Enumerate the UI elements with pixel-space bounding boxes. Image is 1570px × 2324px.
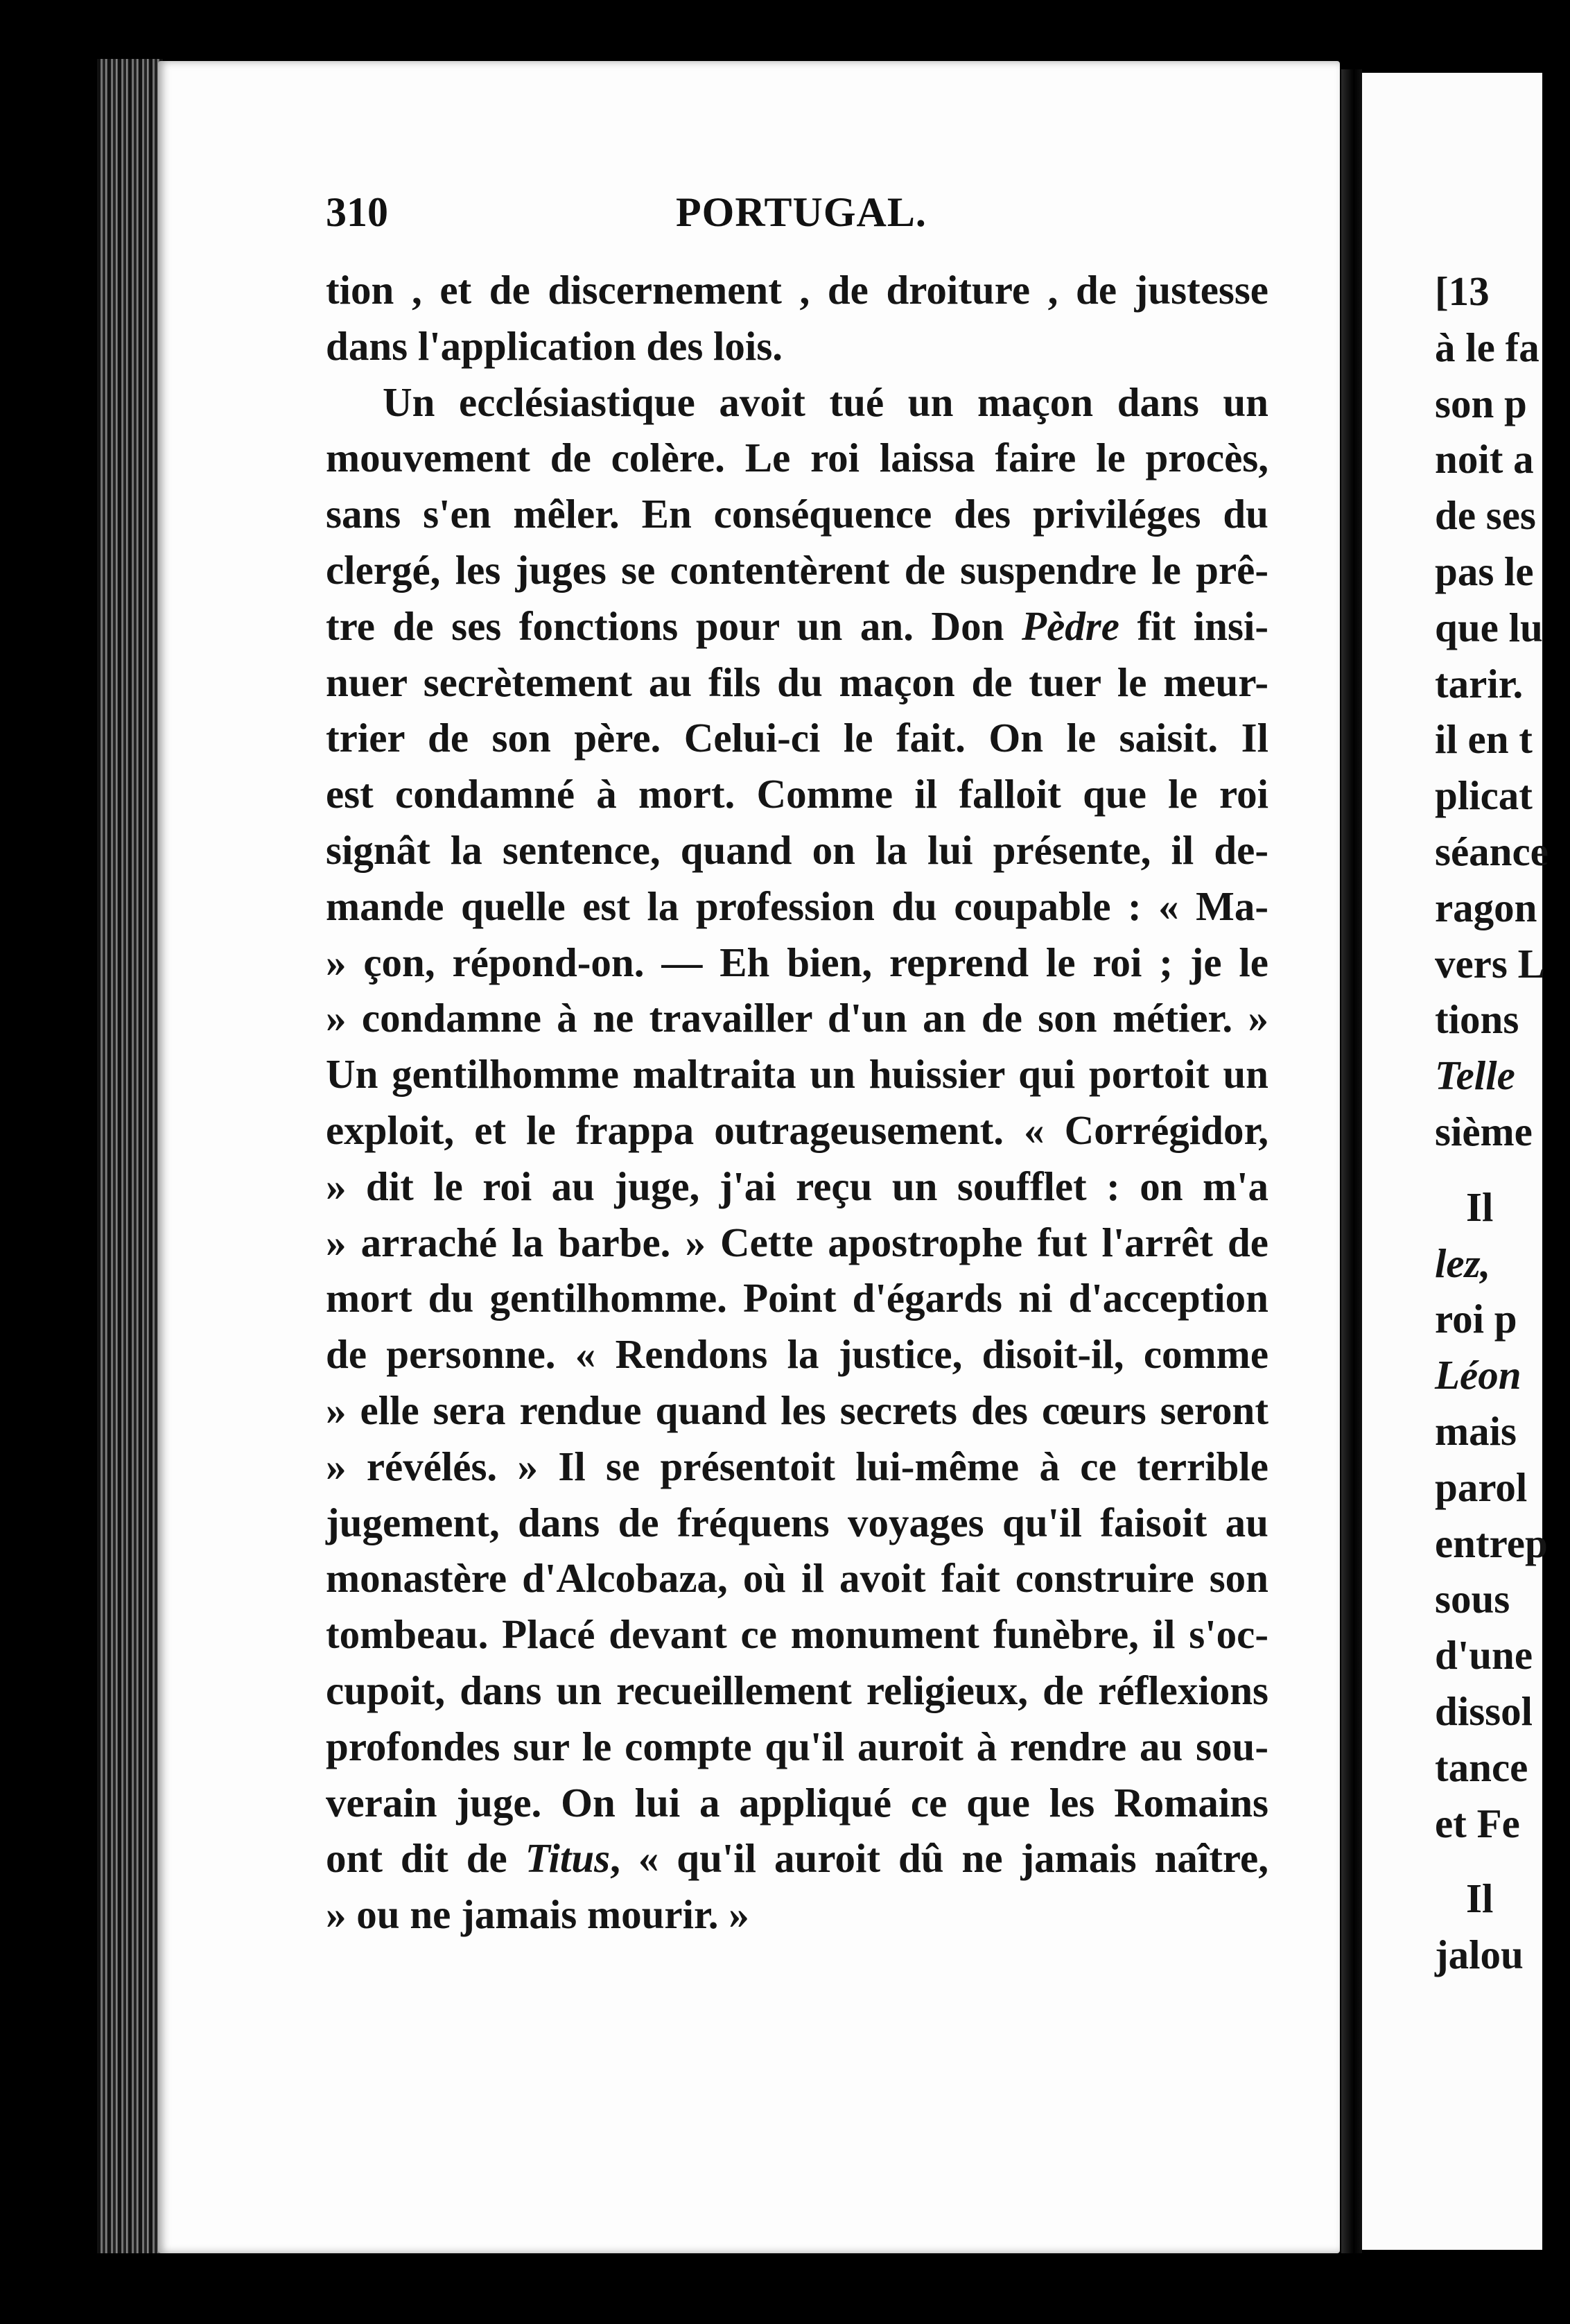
italic-name: Titus — [525, 1835, 611, 1882]
text-line: pas le — [1435, 548, 1534, 594]
text-line: tion , et de discernement , de droiture , de justesse — [326, 267, 1268, 313]
text-line: ragon — [1435, 884, 1537, 930]
text-line: à le fa — [1435, 324, 1540, 370]
text-line: » dit le roi au juge, j'ai reçu un soufflet : on m'a — [326, 1163, 1268, 1209]
text-line: tombeau. Placé devant ce monument funèbre, il s'oc- — [326, 1611, 1268, 1658]
text-line: » condamne à ne travailler d'un an de son métier. » — [326, 995, 1268, 1041]
text-line: [13 — [1435, 268, 1490, 314]
text-line: mais — [1435, 1407, 1517, 1454]
text-line: Un gentilhomme maltraita un huissier qui portoit un — [326, 1051, 1268, 1098]
text-line: et Fe — [1435, 1800, 1520, 1846]
text-line: Un ecclésiastique avoit tué un maçon dans un — [383, 379, 1268, 425]
text-line: » çon, répond-on. — Eh bien, reprend le roi ; je le — [326, 939, 1268, 985]
text-line: de ses — [1435, 492, 1536, 539]
text-line: Telle — [1435, 1052, 1515, 1099]
text-line: vers L — [1435, 940, 1545, 987]
running-head: PORTUGAL. — [676, 189, 927, 235]
text-line: roi p — [1435, 1296, 1517, 1342]
text-line: clergé, les juges se contentèrent de suspendre le prê- — [326, 546, 1268, 593]
text-line: signât la sentence, quand on la lui présente, il de- — [326, 826, 1268, 873]
text-line: plicat — [1435, 772, 1533, 819]
text-line: de personne. « Rendons la justice, disoit-il, comme — [326, 1331, 1268, 1378]
body-text — [326, 262, 1268, 1943]
text-line: tions — [1435, 996, 1519, 1043]
text-line: lez, — [1435, 1240, 1491, 1286]
text-line: est condamné à mort. Comme il falloit que le roi — [326, 771, 1268, 817]
right-page — [1362, 73, 1549, 2250]
text-line: mort du gentilhomme. Point d'égards ni d'acception — [326, 1275, 1268, 1321]
text-line: son p — [1435, 380, 1527, 426]
text-line: sième — [1435, 1108, 1533, 1154]
text-line: profondes sur le compte qu'il auroit à rendre au sou- — [326, 1723, 1268, 1769]
text-line: » ou ne jamais mourir. » — [326, 1891, 749, 1938]
book-gutter — [1341, 69, 1362, 2253]
text-line: jugement, dans de fréquens voyages qu'il faisoit au — [326, 1499, 1268, 1545]
text-line: Il — [1466, 1875, 1494, 1922]
page-header — [326, 189, 1268, 251]
text-line: sans s'en mêler. En conséquence des priviléges du — [326, 491, 1268, 537]
page-number: 310 — [326, 189, 388, 235]
italic-name: Pèdre — [1022, 602, 1119, 649]
text-line: exploit, et le frappa outrageusement. « Corrégidor, — [326, 1107, 1268, 1153]
text-line: entrep — [1435, 1520, 1548, 1566]
text-line: nuer secrètement au fils du maçon de tuer le meur- — [326, 659, 1268, 705]
text-line: » elle sera rendue quand les secrets des cœurs seront — [326, 1387, 1268, 1433]
text-line: tance — [1435, 1744, 1528, 1790]
text-line: monastère d'Alcobaza, où il avoit fait construire son — [326, 1555, 1268, 1602]
text-line: sous — [1435, 1576, 1510, 1622]
text-line: mande quelle est la profession du coupable : « Ma- — [326, 883, 1268, 929]
page-edges — [97, 59, 163, 2253]
text-line: tarir. — [1435, 660, 1524, 706]
text-line: verain juge. On lui a appliqué ce que les Romains — [326, 1779, 1268, 1826]
right-page-text — [1362, 263, 1570, 1983]
text-line: » révélés. » Il se présentoit lui-même à ce terrible — [326, 1443, 1268, 1489]
text-line: tre de ses fonctions pour un an. Don Pèdre fit insi- — [326, 602, 1268, 649]
text-line: » arraché la barbe. » Cette apostrophe fut l'arrêt de — [326, 1219, 1268, 1265]
text-line: noit a — [1435, 436, 1534, 483]
text-line: Il — [1466, 1183, 1494, 1230]
text-line: ont dit de Titus, « qu'il auroit dû ne jamais naître, — [326, 1835, 1268, 1882]
text-line: Léon — [1435, 1352, 1521, 1398]
text-line: mouvement de colère. Le roi laissa faire le procès, — [326, 435, 1268, 481]
text-line: dans l'application des lois. — [326, 322, 783, 369]
text-line: dissol — [1435, 1688, 1533, 1734]
text-line: parol — [1435, 1464, 1528, 1510]
text-line: que lu — [1435, 604, 1543, 650]
text-line: cupoit, dans un recueillement religieux, de réflexions — [326, 1667, 1268, 1713]
text-line: il en t — [1435, 716, 1533, 763]
text-line: jalou — [1435, 1932, 1524, 1978]
text-line: séance — [1435, 828, 1549, 874]
text-line: d'une — [1435, 1632, 1533, 1679]
text-line: trier de son père. Celui-ci le fait. On le saisit. Il — [326, 715, 1268, 761]
